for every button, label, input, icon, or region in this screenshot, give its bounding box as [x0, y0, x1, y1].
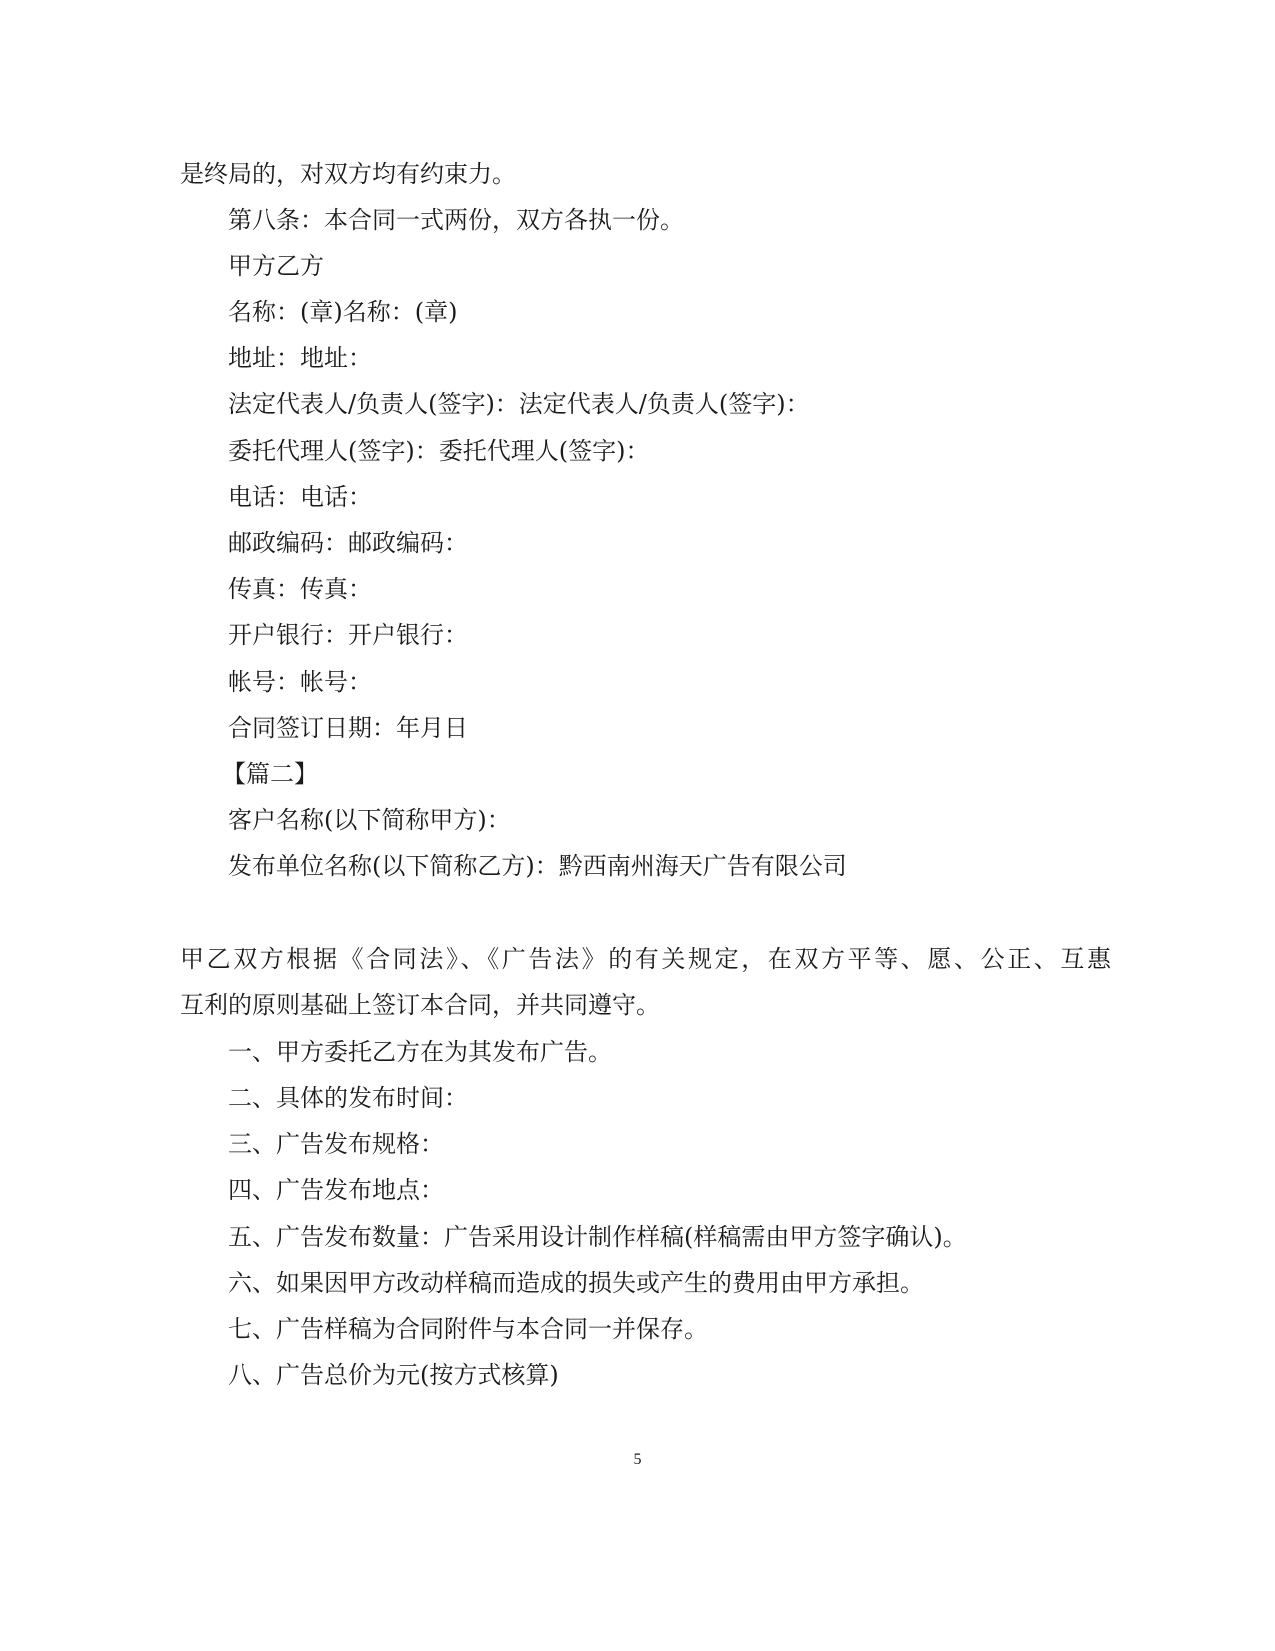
paragraph-line: 互利的原则基础上签订本合同，并共同遵守。: [180, 991, 660, 1019]
section-heading: 【篇二】: [222, 760, 318, 788]
paragraph-line: 甲乙双方根据《合同法》、《广告法》的有关规定，在双方平等、愿、公正、互惠: [180, 945, 1114, 973]
text-line: 帐号：帐号：: [228, 668, 372, 696]
text-line: 八、广告总价为元(按方式核算): [228, 1361, 559, 1389]
text-line: 合同签订日期：年月日: [228, 714, 468, 742]
text-line: 甲方乙方: [228, 252, 324, 280]
text-line: 是终局的，对双方均有约束力。: [180, 160, 516, 188]
text-line: 二、具体的发布时间：: [228, 1084, 468, 1112]
text-line: 四、广告发布地点：: [228, 1176, 444, 1204]
text-line: 委托代理人(签字)：委托代理人(签字)：: [228, 437, 650, 465]
text-line: 五、广告发布数量：广告采用设计制作样稿(样稿需由甲方签字确认)。: [228, 1223, 967, 1251]
text-line: 地址：地址：: [228, 344, 372, 372]
text-line: 开户银行：开户银行：: [228, 621, 468, 649]
page-number: 5: [633, 1451, 642, 1468]
text-line: 第八条：本合同一式两份，双方各执一份。: [228, 206, 684, 234]
text-line: 三、广告发布规格：: [228, 1130, 444, 1158]
text-line: 名称：(章)名称：(章): [228, 298, 458, 326]
text-line: 发布单位名称(以下简称乙方)：黔西南州海天广告有限公司: [228, 852, 847, 880]
text-line: 一、甲方委托乙方在为其发布广告。: [228, 1038, 612, 1066]
text-line: 六、如果因甲方改动样稿而造成的损失或产生的费用由甲方承担。: [228, 1269, 924, 1297]
text-line: 电话：电话：: [228, 483, 372, 511]
text-line: 客户名称(以下简称甲方)：: [228, 806, 511, 834]
text-line: 邮政编码：邮政编码：: [228, 529, 468, 557]
text-line: 法定代表人/负责人(签字)：法定代表人/负责人(签字)：: [228, 390, 810, 418]
text-line: 传真：传真：: [228, 575, 372, 603]
text-line: 七、广告样稿为合同附件与本合同一并保存。: [228, 1315, 708, 1343]
